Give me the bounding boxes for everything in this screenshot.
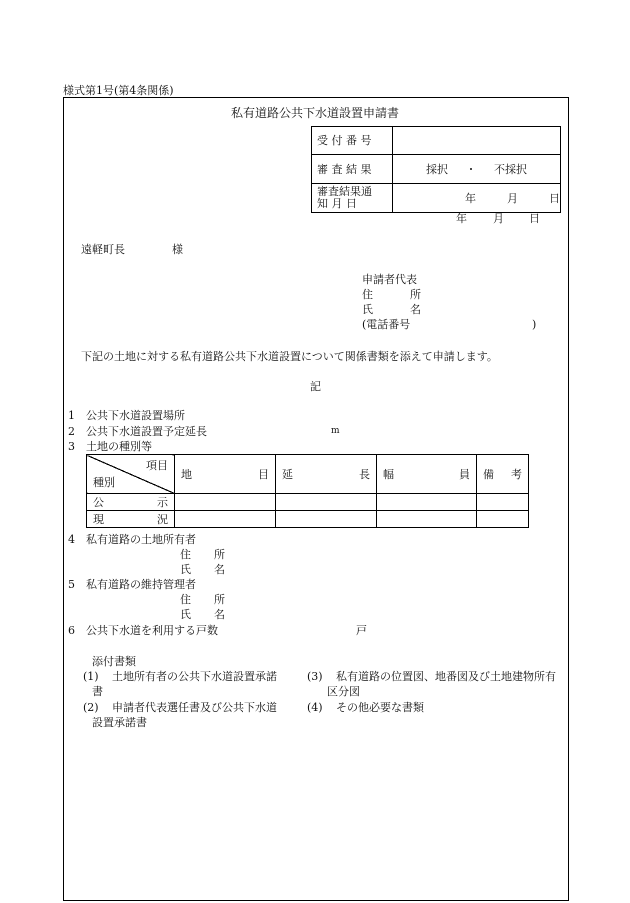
owner-address-label-a: 住 (180, 548, 191, 561)
corner-item-label: 項目 (146, 459, 168, 472)
receipt-number-label: 受 付 番 号 (312, 127, 393, 155)
attachment-2-continuation: 設置承諾書 (92, 716, 147, 729)
header-remarks: 備 考 (477, 455, 529, 494)
row-label-current: 現 況 (87, 511, 175, 528)
table-row (87, 511, 529, 528)
applicant-address-label-b: 所 (410, 288, 421, 301)
item-5-label: 私有道路の維持管理者 (86, 578, 196, 591)
header-land-category: 地 目 (175, 455, 276, 494)
attachment-3-number: (3) (307, 670, 323, 683)
manager-name-label-b: 名 (214, 608, 225, 621)
row-label-public: 公 示 (87, 494, 175, 511)
item-1-number: 1 (68, 409, 75, 422)
item-6-label: 公共下水道を利用する戸数 (86, 624, 218, 637)
applicant-title: 申請者代表 (362, 273, 417, 286)
owner-name-label-b: 名 (214, 563, 225, 576)
ki-heading: 記 (310, 380, 321, 393)
addressee-honorific: 様 (172, 243, 183, 256)
table-cell (477, 494, 529, 511)
applicant-name-label-a: 氏 (362, 303, 373, 316)
review-result-label: 審 査 結 果 (312, 155, 393, 184)
date-month: 月 (493, 212, 504, 225)
table-row (87, 494, 529, 511)
attachment-1-text: 土地所有者の公共下水道設置承諾 (112, 670, 277, 683)
owner-name-label-a: 氏 (180, 563, 191, 576)
body-text: 下記の土地に対する私有道路公共下水道設置について関係書類を添えて申請します。 (81, 350, 498, 363)
table-cell (276, 494, 377, 511)
form-title: 私有道路公共下水道設置申請書 (230, 106, 399, 120)
attachments-title: 添付書類 (92, 655, 136, 668)
applicant-address-label-a: 住 (362, 288, 373, 301)
manager-address-label-b: 所 (214, 593, 225, 606)
reject-option: 不採択 (494, 162, 527, 176)
item-4-label: 私有道路の土地所有者 (86, 533, 196, 546)
attachment-2-number: (2) (83, 701, 99, 714)
table-cell (175, 511, 276, 528)
item-2-label: 公共下水道設置予定延長 (86, 425, 207, 438)
table-cell (276, 511, 377, 528)
owner-address-label-b: 所 (214, 548, 225, 561)
date-day: 日 (529, 212, 540, 225)
notice-date-label: 審査結果通 知 月 日 (312, 184, 393, 213)
attachment-4-text: その他必要な書類 (336, 701, 424, 714)
item-3-number: 3 (68, 440, 75, 453)
manager-name-label-a: 氏 (180, 608, 191, 621)
receipt-number-field (393, 127, 561, 155)
attachment-4-number: (4) (307, 701, 323, 714)
form-number-label: 様式第1号(第4条関係) (63, 84, 174, 97)
notice-date-field: 年 月 日 (393, 184, 561, 213)
item-5-number: 5 (68, 578, 75, 591)
reception-box (311, 126, 561, 213)
table-cell (175, 494, 276, 511)
item-3-label: 土地の種別等 (86, 440, 152, 453)
item-1-label: 公共下水道設置場所 (86, 409, 185, 422)
land-table-corner (87, 455, 175, 494)
item-6-number: 6 (68, 624, 75, 637)
attachment-2-text: 申請者代表選任書及び公共下水道 (112, 701, 277, 714)
applicant-phone-close: ) (532, 318, 537, 331)
applicant-phone-label: (電話番号 (362, 318, 411, 331)
attachment-1-continuation: 書 (92, 685, 103, 698)
land-table (86, 454, 529, 528)
table-cell (477, 511, 529, 528)
item-4-number: 4 (68, 533, 75, 546)
attachment-3-continuation: 区分図 (327, 685, 360, 698)
manager-address-label-a: 住 (180, 593, 191, 606)
item-6-unit: 戸 (356, 624, 367, 637)
review-result-field (393, 155, 561, 184)
option-separator: ・ (465, 162, 477, 176)
adopt-option: 採択 (426, 162, 448, 176)
attachment-1-number: (1) (83, 670, 99, 683)
header-width: 幅 員 (377, 455, 477, 494)
table-cell (377, 494, 477, 511)
item-2-unit: m (331, 426, 340, 436)
applicant-name-label-b: 名 (410, 303, 421, 316)
header-length: 延 長 (276, 455, 377, 494)
item-2-number: 2 (68, 425, 75, 438)
table-cell (377, 511, 477, 528)
date-year: 年 (456, 212, 467, 225)
corner-type-label: 種別 (93, 476, 115, 489)
attachment-3-text: 私有道路の位置図、地番図及び土地建物所有 (336, 670, 556, 683)
addressee-name: 遠軽町長 (81, 243, 125, 256)
